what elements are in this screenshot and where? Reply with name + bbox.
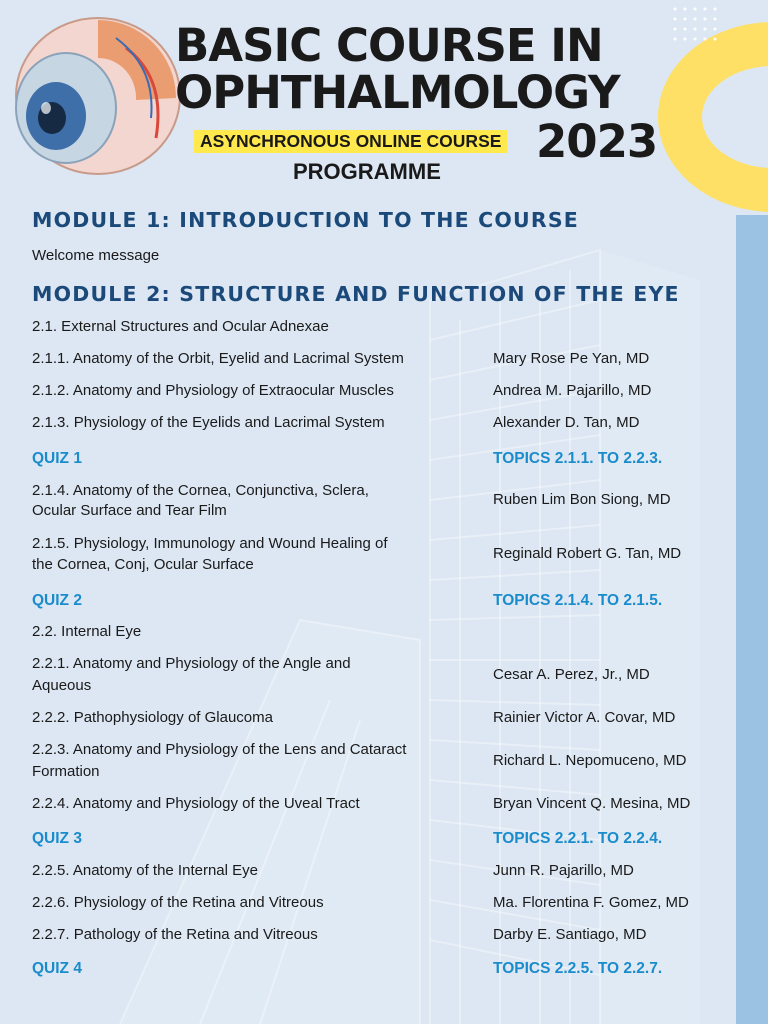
quiz-2-topics: TOPICS 2.1.4. TO 2.1.5. — [493, 592, 663, 609]
speaker-2-1-3: Alexander D. Tan, MD — [493, 414, 640, 431]
eye-anatomy-illustration — [6, 8, 186, 178]
topic-2-2-3-line2: Formation — [32, 763, 100, 780]
topic-2-1-4-line2: Ocular Surface and Tear Film — [32, 502, 227, 519]
quiz-4: QUIZ 4 — [32, 960, 82, 977]
topic-2-2: 2.2. Internal Eye — [32, 623, 142, 640]
topic-2-1-5-line1: 2.1.5. Physiology, Immunology and Wound Healing of — [32, 535, 388, 552]
topic-2-2-2: 2.2.2. Pathophysiology of Glaucoma — [32, 709, 273, 726]
speaker-2-2-3: Richard L. Nepomuceno, MD — [493, 752, 687, 769]
quiz-3-topics: TOPICS 2.2.1. TO 2.2.4. — [493, 830, 663, 847]
module-2-heading: MODULE 2: STRUCTURE AND FUNCTION OF THE EYE — [32, 282, 680, 306]
speaker-2-2-4: Bryan Vincent Q. Mesina, MD — [493, 795, 691, 812]
quiz-4-topics: TOPICS 2.2.5. TO 2.2.7. — [493, 960, 663, 977]
dot-grid-decoration — [672, 6, 718, 48]
course-year: 2023 — [536, 115, 658, 168]
speaker-2-1-2: Andrea M. Pajarillo, MD — [493, 382, 652, 399]
course-title — [175, 19, 620, 119]
asynchronous-badge: ASYNCHRONOUS ONLINE COURSE — [194, 130, 507, 153]
topic-2-2-1-line1: 2.2.1. Anatomy and Physiology of the Angle and — [32, 655, 351, 672]
speaker-2-2-6: Ma. Florentina F. Gomez, MD — [493, 894, 689, 911]
topic-2-2-7: 2.2.7. Pathology of the Retina and Vitreous — [32, 926, 318, 943]
topic-2-2-6: 2.2.6. Physiology of the Retina and Vitreous — [32, 894, 324, 911]
quiz-2: QUIZ 2 — [32, 592, 82, 609]
topic-2-2-3-line1: 2.2.3. Anatomy and Physiology of the Lens and Cataract — [32, 741, 407, 758]
programme-label: PROGRAMME — [293, 159, 441, 184]
welcome-message: Welcome message — [32, 247, 160, 264]
title-line-1: BASIC COURSE IN — [175, 19, 603, 72]
title-line-2: OPHTHALMOLOGY — [175, 66, 620, 119]
quiz-1: QUIZ 1 — [32, 450, 82, 467]
module-1-heading: MODULE 1: INTRODUCTION TO THE COURSE — [32, 208, 580, 232]
speaker-2-1-1: Mary Rose Pe Yan, MD — [493, 350, 650, 367]
speaker-2-1-4: Ruben Lim Bon Siong, MD — [493, 491, 671, 508]
topic-2-1-2: 2.1.2. Anatomy and Physiology of Extraocular Muscles — [32, 382, 394, 399]
topic-2-1-4-line1: 2.1.4. Anatomy of the Cornea, Conjunctiva, Sclera, — [32, 482, 369, 499]
right-stripe-decoration — [736, 215, 768, 1024]
topic-2-1-1: 2.1.1. Anatomy of the Orbit, Eyelid and Lacrimal System — [32, 350, 404, 367]
speaker-2-2-1: Cesar A. Perez, Jr., MD — [493, 666, 650, 683]
quiz-3: QUIZ 3 — [32, 830, 82, 847]
topic-2-2-5: 2.2.5. Anatomy of the Internal Eye — [32, 862, 258, 879]
speaker-2-1-5: Reginald Robert G. Tan, MD — [493, 545, 682, 562]
topic-2-2-4: 2.2.4. Anatomy and Physiology of the Uveal Tract — [32, 795, 360, 812]
topic-2-1-3: 2.1.3. Physiology of the Eyelids and Lacrimal System — [32, 414, 385, 431]
topic-2-1-5-line2: the Cornea, Conj, Ocular Surface — [32, 556, 254, 573]
speaker-2-2-5: Junn R. Pajarillo, MD — [493, 862, 634, 879]
speaker-2-2-7: Darby E. Santiago, MD — [493, 926, 647, 943]
speaker-2-2-2: Rainier Victor A. Covar, MD — [493, 709, 676, 726]
quiz-1-topics: TOPICS 2.1.1. TO 2.2.3. — [493, 450, 663, 467]
topic-2-1: 2.1. External Structures and Ocular Adnexae — [32, 318, 329, 335]
topic-2-2-1-line2: Aqueous — [32, 677, 92, 694]
